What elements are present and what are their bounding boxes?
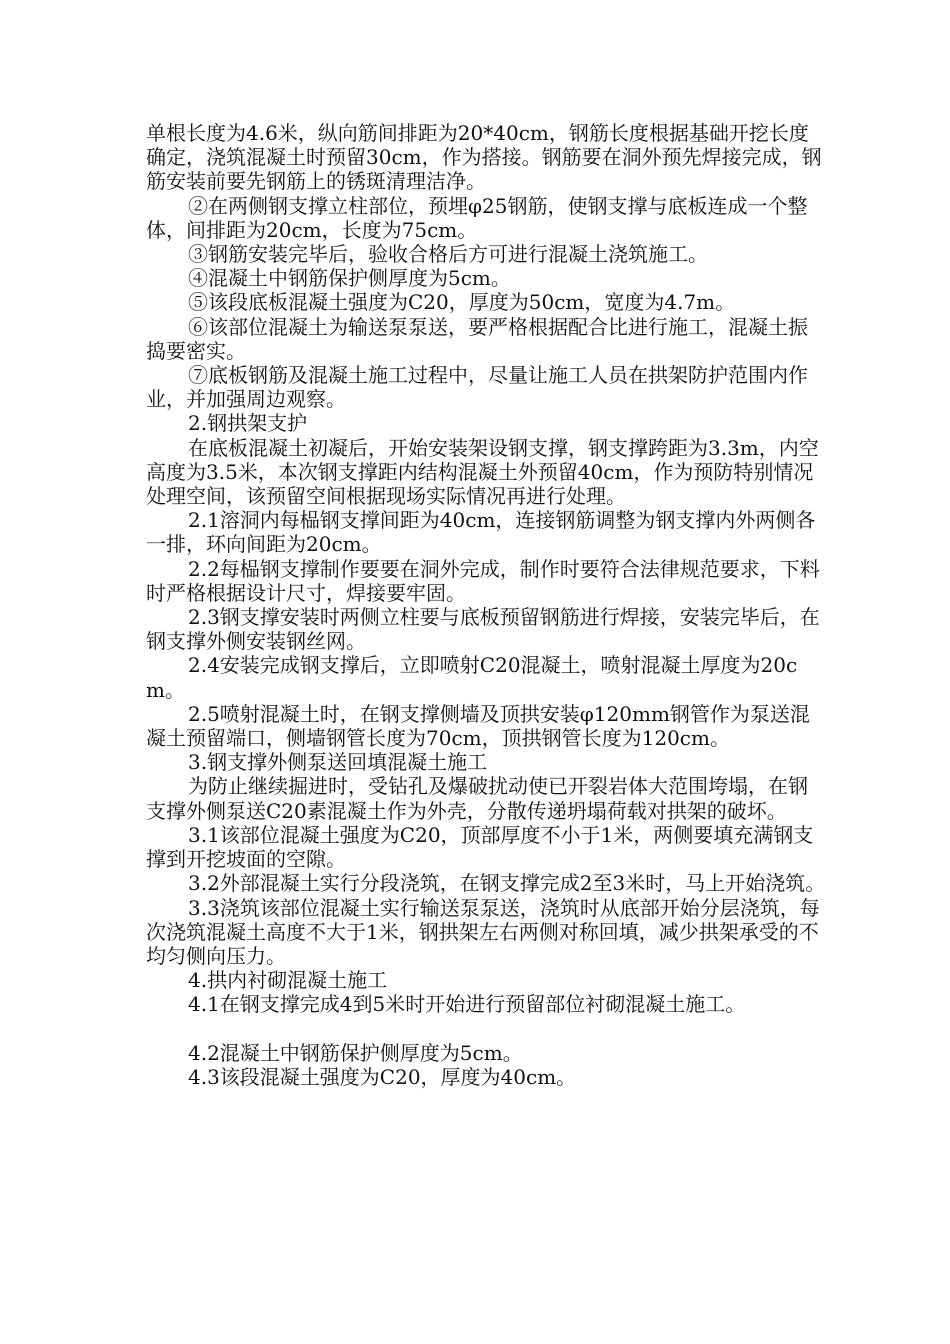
paragraph: 2.5喷射混凝土时，在钢支撑侧墙及顶拱安装φ120mm钢管作为泵送混凝土预留端口，侧墙钢管长度为70cm，顶拱钢管长度为120cm。 bbox=[146, 701, 810, 751]
paragraph: 为防止继续掘进时，受钻孔及爆破扰动使已开裂岩体大范围垮塌，在钢支撑外侧泵送C20素混凝土作为外壳，分散传递坍塌荷载对拱架的破坏。 bbox=[146, 774, 808, 823]
paragraph: ③钢筋安装完毕后，验收合格后方可进行混凝土浇筑施工。 bbox=[188, 242, 708, 267]
paragraph: ⑥该部位混凝土为输送泵泵送，要严格根据配合比进行施工，混凝土振捣要密实。 bbox=[146, 314, 808, 363]
paragraph: 4.3该段混凝土强度为C20，厚度为40cm。 bbox=[188, 1064, 577, 1089]
paragraph: 在底板混凝土初凝后，开始安装架设钢支撑，钢支撑跨距为3.3m，内空高度为3.5米，本次钢支撑距内结构混凝土外预留40cm，作为预防特别情况处理空间，该预留空间根据现场实际情况再进行处理。 bbox=[146, 435, 819, 509]
paragraph: ⑤该段底板混凝土强度为C20，厚度为50cm，宽度为4.7m。 bbox=[188, 290, 736, 315]
paragraph: 2.2每榀钢支撑制作要要在洞外完成，制作时要符合法律规范要求，下料时严格根据设计尺寸，焊接要牢固。 bbox=[146, 556, 820, 605]
paragraph: 2.1溶洞内每榀钢支撑间距为40cm，连接钢筋调整为钢支撑内外两侧各一排，环向间距为20cm。 bbox=[146, 508, 816, 557]
paragraph: ⑦底板钢筋及混凝土施工过程中，尽量让施工人员在拱架防护范围内作业，并加强周边观察。 bbox=[146, 363, 808, 412]
paragraph: ②在两侧钢支撑立柱部位，预埋φ25钢筋，使钢支撑与底板连成一个整体，间排距为20cm，长度为75cm。 bbox=[146, 193, 808, 242]
paragraph: 4.2混凝土中钢筋保护侧厚度为5cm。 bbox=[188, 1040, 523, 1065]
paragraph: 3.2外部混凝土实行分段浇筑，在钢支撑完成2至3米时，马上开始浇筑。 bbox=[188, 871, 826, 896]
blank-line bbox=[146, 1017, 826, 1041]
paragraph: 3.1该部位混凝土强度为C20，顶部厚度不小于1米，两侧要填充满钢支撑到开挖坡面的空隙。 bbox=[146, 822, 814, 872]
section-heading: 3.钢支撑外侧泵送回填混凝土施工 bbox=[188, 750, 488, 775]
section-heading: 4.拱内衬砌混凝土施工 bbox=[188, 968, 388, 993]
paragraph: ④混凝土中钢筋保护侧厚度为5cm。 bbox=[188, 266, 511, 291]
paragraph: 3.3浇筑该部位混凝土实行输送泵泵送，浇筑时从底部开始分层浇筑，每次浇筑混凝土高度不大于1米，钢拱架左右两侧对称回填，减少拱架承受的不均匀侧向压力。 bbox=[146, 895, 820, 968]
paragraph: 单根长度为4.6米，纵向筋间排距为20*40cm，钢筋长度根据基础开挖长度确定，浇筑混凝土时预留30cm，作为搭接。钢筋要在洞外预先焊接完成，钢筋安装前要先钢筋上的锈斑清理洁净。 bbox=[146, 121, 822, 194]
document-body bbox=[146, 121, 826, 1089]
paragraph: 4.1在钢支撑完成4到5米时开始进行预留部位衬砌混凝土施工。 bbox=[188, 992, 746, 1017]
paragraph: 2.4安装完成钢支撑后，立即喷射C20混凝土，喷射混凝土厚度为20cm。 bbox=[146, 653, 798, 702]
section-heading: 2.钢拱架支护 bbox=[188, 411, 308, 436]
paragraph: 2.3钢支撑安装时两侧立柱要与底板预留钢筋进行焊接，安装完毕后，在钢支撑外侧安装钢丝网。 bbox=[146, 605, 820, 654]
